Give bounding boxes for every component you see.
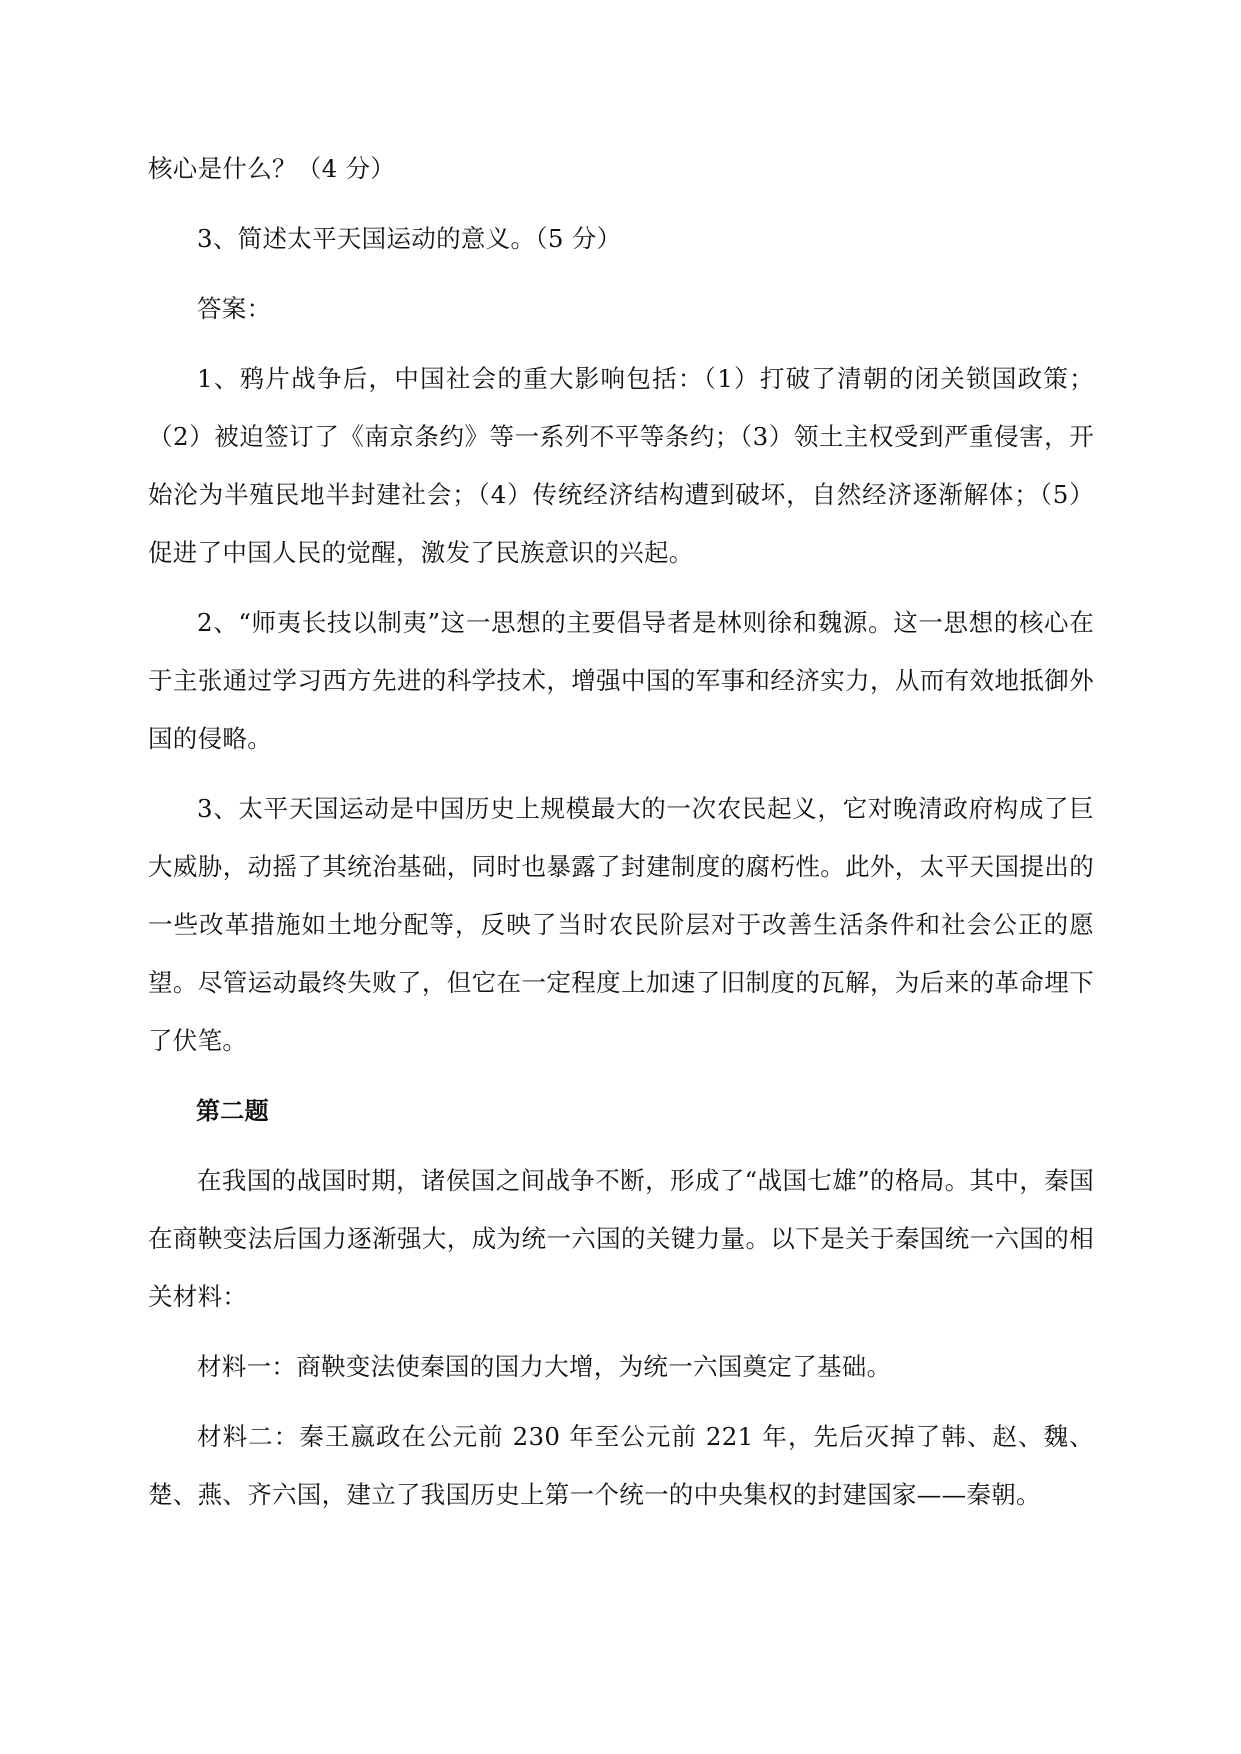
answer-2: 2、“师夷长技以制夷”这一思想的主要倡导者是林则徐和魏源。这一思想的核心在于主张通过学习西方先进的科学技术，增强中国的军事和经济实力，从而有效地抵御外国的侵略。 bbox=[148, 608, 1094, 753]
document-body bbox=[148, 140, 1094, 1536]
section-intro: 在我国的战国时期，诸侯国之间战争不断，形成了“战国七雄”的格局。其中，秦国在商鞅变法后国力逐渐强大，成为统一六国的关键力量。以下是关于秦国统一六国的相关材料： bbox=[148, 1166, 1094, 1311]
continued-question-line: 核心是什么？（4 分） bbox=[148, 154, 396, 183]
answer-1: 1、鸦片战争后，中国社会的重大影响包括：（1）打破了清朝的闭关锁国政策；（2）被迫签订了《南京条约》等一系列不平等条约；（3）领土主权受到严重侵害，开始沦为半殖民地半封建社会；（4）传统经济结构遭到破坏，自然经济逐渐解体；（5）促进了中国人民的觉醒，激发了民族意识的兴起。 bbox=[148, 364, 1094, 567]
question-3: 3、简述太平天国运动的意义。（5 分） bbox=[197, 224, 622, 253]
material-2: 材料二：秦王嬴政在公元前 230 年至公元前 221 年，先后灭掉了韩、赵、魏、楚、燕、齐六国，建立了我国历史上第一个统一的中央集权的封建国家——秦朝。 bbox=[148, 1422, 1094, 1509]
section-heading: 第二题 bbox=[196, 1097, 269, 1125]
answer-label: 答案： bbox=[197, 294, 272, 323]
answer-3: 3、太平天国运动是中国历史上规模最大的一次农民起义，它对晚清政府构成了巨大威胁，动摇了其统治基础，同时也暴露了封建制度的腐朽性。此外，太平天国提出的一些改革措施如土地分配等，反映了当时农民阶层对于改善生活条件和社会公正的愿望。尽管运动最终失败了，但它在一定程度上加速了旧制度的瓦解，为后来的革命埋下了伏笔。 bbox=[148, 794, 1094, 1055]
material-1: 材料一：商鞅变法使秦国的国力大增，为统一六国奠定了基础。 bbox=[197, 1352, 892, 1381]
